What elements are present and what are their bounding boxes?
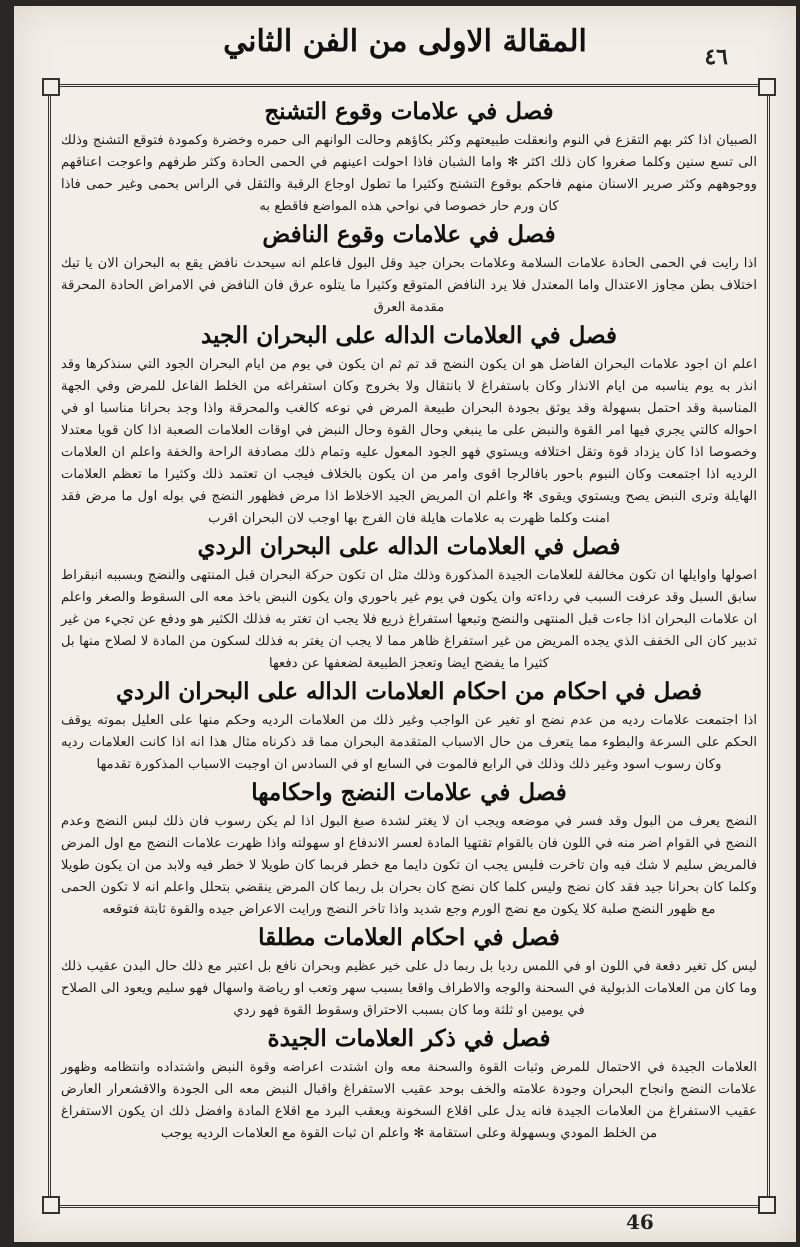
section-heading: فصل في ذكر العلامات الجيدة xyxy=(267,1025,551,1052)
section-heading: فصل في العلامات الداله على البحران الجيد xyxy=(201,322,617,349)
section-paragraph: اذا اجتمعت علامات رديه من عدم نضج او تغير عن الواجب وغير ذلك من العلامات الرديه وحكم منها على العليل بموته يوقف الحكم على السرعة والبطوء مما يتعرف من حال الاسباب المتقدمة البحران مما قد ذكرناه مثال هذا انه اذا كانت العلامات رديه وكان رسوب اسود وغير ذلك وذلك في الرابع فالموت في السابع او في السادس ان اوجبت الاسباب المذكورة تقدمها xyxy=(61,713,757,772)
page-number-arabic: ٤٦ xyxy=(704,44,728,70)
section-paragraph: الصبيان اذا كثر بهم التقزع في النوم وانعقلت طبيعتهم وكثر بكاؤهم وحالت الوانهم الى حمره وخضرة وكمودة فتوقع التشنج وذلك الى تسع سنين وكلما صغروا كان ذلك اكثر ✻ واما الشبان فاذا احولت اعينهم في الحمى الحادة وكثر طرفهم واعوجت اعناقهم ووجوههم وكثر صرير الاسنان منهم فاحكم بوقوع التشنج وكثيرا ما تطول اوجاع الرقبة والثقل في الراس بحمى وغير حمى فاذا كان ورم حار خصوصا في نواحي هذه المواضع فاقطع به xyxy=(61,133,757,214)
page-header xyxy=(54,20,756,70)
section-general-rulings xyxy=(61,923,757,1022)
frame-corner-ornament xyxy=(42,1196,60,1214)
section-convulsion-signs xyxy=(61,97,757,218)
section-paragraph: اصولها واوايلها ان تكون مخالفة للعلامات الجيدة المذكورة وذلك مثل ان تكون حركة البحران قبل المنتهى والنضج وبسببه انبقراط سابق السبل وقد عرفت السبب في رداءته وان يكون في يوم غير باحوري وان يكون النبض باخذ معه الى السقوط والصغر واعلم ان علامات البحران اذا جاءت قبل المنتهى والنضج وتبعها استفراغ ذريع فلا يجب ان تغتر به فذلك الكثير هو ودفع عن تجيء من غير تدبير كان الى الخفف الذي يجده المريض من غير استفراغ ظاهر مما لا يجب ان يغتر به فذلك لسكون من المادة لا لصلاح منها بل كثيرا ما يفضح ايضا وتعجز الطبيعة لضعفها عن دفعها xyxy=(61,568,757,671)
page-body xyxy=(61,95,757,1197)
frame-corner-ornament xyxy=(758,1196,776,1214)
section-heading: فصل في احكام العلامات مطلقا xyxy=(258,924,560,951)
page-number-footer: 46 xyxy=(626,1210,654,1234)
section-paragraph: العلامات الجيدة في الاحتمال للمرض وثبات القوة والسحنة معه وان اشتدت اعراضه وقوة النبض واشتداده وانتظامه وظهور علامات النضج وانجاح البحران وجودة علامته والخف بوحد عقيب الاستفراغ واقبال النبض معه الى الجودة والاقشعرار العارض عقيب الاستفراغ من العلامات الجيدة فانه يدل على اقلاع السخونة ويعقب البرد مع اقلاع المادة وافضل ذلك ان يكون الاستفراغ من الخلط المودي وبسهولة وعلى استقامة ✻ واعلم ان ثبات القوة مع العلامات الرديه يوجب xyxy=(61,1060,757,1141)
section-rigor-signs xyxy=(61,220,757,319)
section-bad-crisis-rulings xyxy=(61,677,757,776)
section-paragraph: ليس كل تغير دفعة في اللون او في اللمس رديا بل ربما دل على خير عظيم وبحران نافع بل اعتبر مع ذلك حال البدن عقيب ذلك وما كان من العلامات الذبولية في السحنة والوجه والاطراف واقعا بسبب سهر وتعب او رياضة واسهال فهو سليم ويعود الى الصلاح في يومين او ثلثة وما كان بسبب الاحتراق وسقوط القوة فهو ردي xyxy=(61,959,757,1018)
section-paragraph: النضج يعرف من البول وقد فسر في موضعه ويجب ان لا يغتر لشدة صبغ البول اذا لم يكن رسوب فان ذلك لبس النضج وعدم النضج في القوام اضر منه في اللون فان بالقوام تقتهيا المادة لعسر الاندفاع او سهولته واذا ظهرت علامات النضج مع اول المرض فالمريض سليم لا شك فيه وان تاخرت فليس يجب ان تكون دايما مع خطر فربما كان طويلا لا خطر فيه ولابد من ان يكون طويلا وكلما كان بحرانا جيد فقد كان نضج وليس كلما كان نضج كان بحران بل ربما كان المرض ينقضي بتحلل واعلم انه لا تكون الحمى مع ظهور النضج صلبة كلا يكون مع نضج الورم وجع شديد واذا تاخر النضج ورايت الاعراض جيده والقوة ثابتة فتوقعه xyxy=(61,814,757,917)
section-paragraph: اذا رايت في الحمى الحادة علامات السلامة وعلامات بحران جيد وقل البول فاعلم انه سيحدث نافض يقع به البحران الان يا تيك اختلاف بطن مجاوز الاعتدال واما المعتدل فلا يرد النافض المتوقع وكثيرا ما يتلوه عرق فان النافض في الامراض الحادة المحرقة مقدمة العرق xyxy=(61,256,757,315)
section-heading: فصل في علامات وقوع التشنج xyxy=(264,98,554,125)
section-good-signs xyxy=(61,1024,757,1145)
section-heading: فصل في احكام من احكام العلامات الداله على البحران الردي xyxy=(116,678,702,705)
section-bad-crisis-signs xyxy=(61,532,757,675)
section-maturation-signs xyxy=(61,778,757,921)
running-title: المقالة الاولى من الفن الثاني xyxy=(223,24,587,59)
section-paragraph: اعلم ان اجود علامات البحران الفاضل هو ان يكون النضج قد تم ثم ان يكون في يوم من ايام البحران الجود التي سنذكرها وقد انذر به يوم يناسبه من ايام الانذار وكان باستفراغ لا بانتقال ولا بخروج وكان استفراغه من الخلط الفاعل للمرض وفي الجهة المناسبة وقد احتمل بسهولة وقد يوثق بجودة البحران طبيعة المرض في نوعه كالغب والمحرقة واذا وجد بحرانا مناسبا او في احواله كالتي يجري فيها امر القوة والنبض على ما ينبغي وحال القوة وحال النبض في اوقات العلامات الصعبة اذا كان قويا معتدلا وخصوصا اذا كان يزداد قوة وتقل اختلافه ويستوي فهو الجود المعول عليه وتمام ذلك مصادفة الراحة والخفة واعلم ان العلامات الرديه اذا اجتمعت وكان النبوم باحور بافالرجا اقوى وامر من ان يكون بالخلاف فيجب ان تعتمد ذلك وكثيرا ما تعظم العلامات الهايلة وترى النبض يصح ويستوي ويقوى ✻ واعلم ان المريض الجيد الاخلاط اذا مرض فظهور النضج في بوله اول ما مرض فقد امنت وكلما ظهرت به علامات هايلة فان الفرج بها اوجب لان البحران اقرب xyxy=(61,357,757,526)
book-page xyxy=(14,6,796,1242)
frame-corner-ornament xyxy=(42,78,60,96)
section-heading: فصل في علامات النضج واحكامها xyxy=(251,779,567,806)
text-frame xyxy=(48,84,770,1208)
frame-corner-ornament xyxy=(758,78,776,96)
section-heading: فصل في علامات وقوع النافض xyxy=(262,221,556,248)
section-good-crisis-signs xyxy=(61,321,757,530)
section-heading: فصل في العلامات الداله على البحران الردي xyxy=(197,533,621,560)
